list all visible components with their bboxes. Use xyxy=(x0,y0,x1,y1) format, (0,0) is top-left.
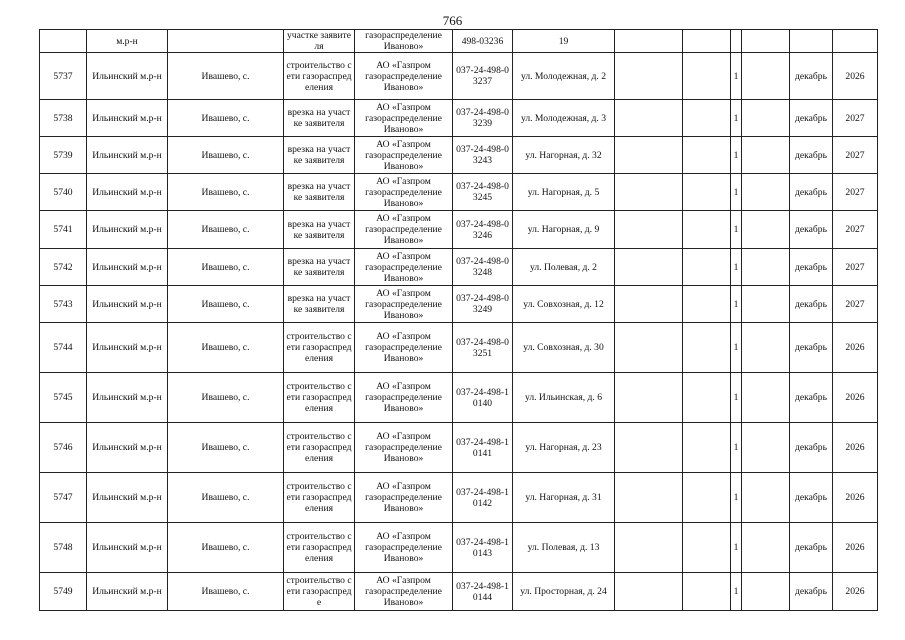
table-row xyxy=(40,523,878,573)
registry-table xyxy=(39,29,878,611)
year-cell: 2027 xyxy=(833,137,878,174)
month-cell: декабрь xyxy=(790,174,833,211)
table-row xyxy=(40,373,878,423)
application-code-cell: 037-24-498-03251 xyxy=(453,323,513,373)
table-row xyxy=(40,423,878,473)
empty-cell xyxy=(683,249,731,286)
organization-cell: АО «Газпром газораспределение Иваново» xyxy=(355,573,453,611)
year-cell: 2026 xyxy=(833,53,878,100)
work-type-cell: строительство сети газораспределения xyxy=(284,373,355,423)
district-cell: Ильинский м.р-н xyxy=(87,211,168,249)
application-code-cell: 498-03236 xyxy=(453,30,513,53)
empty-cell xyxy=(615,573,683,611)
quantity-cell: 1 xyxy=(731,573,742,611)
district-cell: Ильинский м.р-н xyxy=(87,286,168,323)
district-cell: Ильинский м.р-н xyxy=(87,249,168,286)
empty-cell xyxy=(615,30,683,53)
row-number-cell: 5741 xyxy=(40,211,87,249)
application-code-cell: 037-24-498-10142 xyxy=(453,473,513,523)
year-cell: 2027 xyxy=(833,286,878,323)
empty-cell xyxy=(742,137,790,174)
empty-cell xyxy=(683,30,731,53)
empty-cell xyxy=(742,174,790,211)
table-row xyxy=(40,286,878,323)
year-cell: 2026 xyxy=(833,423,878,473)
page-number: 766 xyxy=(442,13,463,28)
empty-cell xyxy=(742,100,790,137)
month-cell: декабрь xyxy=(790,373,833,423)
empty-cell xyxy=(683,286,731,323)
empty-cell xyxy=(615,53,683,100)
year-cell: 2027 xyxy=(833,211,878,249)
organization-cell: АО «Газпром газораспределение Иваново» xyxy=(355,174,453,211)
quantity-cell: 1 xyxy=(731,137,742,174)
settlement-cell: Ивашево, с. xyxy=(168,286,284,323)
empty-cell xyxy=(615,373,683,423)
empty-cell xyxy=(615,323,683,373)
row-number-cell: 5738 xyxy=(40,100,87,137)
empty-cell xyxy=(615,249,683,286)
district-cell: Ильинский м.р-н xyxy=(87,473,168,523)
settlement-cell: Ивашево, с. xyxy=(168,423,284,473)
month-cell: декабрь xyxy=(790,286,833,323)
work-type-cell: врезка на участке заявителя xyxy=(284,100,355,137)
organization-cell: АО «Газпром газораспределение Иваново» xyxy=(355,323,453,373)
year-cell: 2027 xyxy=(833,174,878,211)
empty-cell xyxy=(742,211,790,249)
table-row xyxy=(40,174,878,211)
district-cell: Ильинский м.р-н xyxy=(87,174,168,211)
table-row xyxy=(40,323,878,373)
quantity-cell: 1 xyxy=(731,373,742,423)
empty-cell xyxy=(742,53,790,100)
organization-cell: АО «Газпром газораспределение Иваново» xyxy=(355,286,453,323)
application-code-cell: 037-24-498-10143 xyxy=(453,523,513,573)
row-number-cell: 5742 xyxy=(40,249,87,286)
year-cell: 2026 xyxy=(833,373,878,423)
month-cell: декабрь xyxy=(790,249,833,286)
address-cell: 19 xyxy=(513,30,615,53)
address-cell: ул. Молодежная, д. 3 xyxy=(513,100,615,137)
organization-cell: АО «Газпром газораспределение Иваново» xyxy=(355,137,453,174)
empty-cell xyxy=(615,137,683,174)
table-row xyxy=(40,137,878,174)
application-code-cell: 037-24-498-03237 xyxy=(453,53,513,100)
address-cell: ул. Совхозная, д. 30 xyxy=(513,323,615,373)
address-cell: ул. Нагорная, д. 9 xyxy=(513,211,615,249)
settlement-cell: Ивашево, с. xyxy=(168,100,284,137)
row-number-cell: 5746 xyxy=(40,423,87,473)
row-number-cell: 5748 xyxy=(40,523,87,573)
quantity-cell: 1 xyxy=(731,423,742,473)
settlement-cell: Ивашево, с. xyxy=(168,53,284,100)
district-cell: Ильинский м.р-н xyxy=(87,53,168,100)
application-code-cell: 037-24-498-03239 xyxy=(453,100,513,137)
work-type-cell: врезка на участке заявителя xyxy=(284,174,355,211)
registry-body xyxy=(40,30,878,611)
settlement-cell xyxy=(168,30,284,53)
district-cell: м.р-н xyxy=(87,30,168,53)
quantity-cell: 1 xyxy=(731,286,742,323)
address-cell: ул. Просторная, д. 24 xyxy=(513,573,615,611)
address-cell: ул. Ильинская, д. 6 xyxy=(513,373,615,423)
organization-cell: АО «Газпром газораспределение Иваново» xyxy=(355,523,453,573)
row-number-cell xyxy=(40,30,87,53)
organization-cell: АО «Газпром газораспределение Иваново» xyxy=(355,211,453,249)
application-code-cell: 037-24-498-03246 xyxy=(453,211,513,249)
empty-cell xyxy=(742,30,790,53)
work-type-cell: строительство сети газораспределения xyxy=(284,523,355,573)
empty-cell xyxy=(683,211,731,249)
address-cell: ул. Полевая, д. 13 xyxy=(513,523,615,573)
work-type-cell: строительство сети газораспределения xyxy=(284,53,355,100)
application-code-cell: 037-24-498-03249 xyxy=(453,286,513,323)
empty-cell xyxy=(615,286,683,323)
table-row xyxy=(40,30,878,53)
month-cell: декабрь xyxy=(790,211,833,249)
settlement-cell: Ивашево, с. xyxy=(168,249,284,286)
empty-cell xyxy=(615,523,683,573)
empty-cell xyxy=(742,473,790,523)
organization-cell: АО «Газпром газораспределение Иваново» xyxy=(355,373,453,423)
year-cell: 2026 xyxy=(833,323,878,373)
work-type-cell: строительство сети газораспреде xyxy=(284,573,355,611)
settlement-cell: Ивашево, с. xyxy=(168,473,284,523)
address-cell: ул. Нагорная, д. 32 xyxy=(513,137,615,174)
year-cell: 2027 xyxy=(833,249,878,286)
empty-cell xyxy=(683,100,731,137)
table-row xyxy=(40,573,878,611)
settlement-cell: Ивашево, с. xyxy=(168,137,284,174)
quantity-cell: 1 xyxy=(731,211,742,249)
empty-cell xyxy=(742,249,790,286)
organization-cell: АО «Газпром газораспределение Иваново» xyxy=(355,53,453,100)
year-cell: 2026 xyxy=(833,523,878,573)
district-cell: Ильинский м.р-н xyxy=(87,137,168,174)
organization-cell: АО «Газпром газораспределение Иваново» xyxy=(355,423,453,473)
empty-cell xyxy=(615,473,683,523)
work-type-cell: врезка на участке заявителя xyxy=(284,211,355,249)
settlement-cell: Ивашево, с. xyxy=(168,573,284,611)
application-code-cell: 037-24-498-03248 xyxy=(453,249,513,286)
work-type-cell: строительство сети газораспределения xyxy=(284,423,355,473)
district-cell: Ильинский м.р-н xyxy=(87,323,168,373)
month-cell: декабрь xyxy=(790,53,833,100)
application-code-cell: 037-24-498-10144 xyxy=(453,573,513,611)
quantity-cell: 1 xyxy=(731,523,742,573)
row-number-cell: 5743 xyxy=(40,286,87,323)
empty-cell xyxy=(683,523,731,573)
row-number-cell: 5740 xyxy=(40,174,87,211)
settlement-cell: Ивашево, с. xyxy=(168,211,284,249)
district-cell: Ильинский м.р-н xyxy=(87,100,168,137)
year-cell xyxy=(833,30,878,53)
address-cell: ул. Молодежная, д. 2 xyxy=(513,53,615,100)
row-number-cell: 5745 xyxy=(40,373,87,423)
district-cell: Ильинский м.р-н xyxy=(87,523,168,573)
month-cell: декабрь xyxy=(790,573,833,611)
quantity-cell: 1 xyxy=(731,174,742,211)
table-row xyxy=(40,473,878,523)
empty-cell xyxy=(683,473,731,523)
work-type-cell: врезка на участке заявителя xyxy=(284,137,355,174)
empty-cell xyxy=(742,323,790,373)
table-row xyxy=(40,211,878,249)
settlement-cell: Ивашево, с. xyxy=(168,523,284,573)
empty-cell xyxy=(683,423,731,473)
work-type-cell: врезка на участке заявителя xyxy=(284,249,355,286)
table-row xyxy=(40,53,878,100)
address-cell: ул. Полевая, д. 2 xyxy=(513,249,615,286)
year-cell: 2027 xyxy=(833,100,878,137)
empty-cell xyxy=(683,53,731,100)
work-type-cell: участке заявителя xyxy=(284,30,355,53)
application-code-cell: 037-24-498-03245 xyxy=(453,174,513,211)
empty-cell xyxy=(615,174,683,211)
address-cell: ул. Совхозная, д. 12 xyxy=(513,286,615,323)
quantity-cell: 1 xyxy=(731,249,742,286)
empty-cell xyxy=(742,423,790,473)
organization-cell: АО «Газпром газораспределение Иваново» xyxy=(355,473,453,523)
empty-cell xyxy=(683,373,731,423)
row-number-cell: 5737 xyxy=(40,53,87,100)
empty-cell xyxy=(683,323,731,373)
work-type-cell: строительство сети газораспределения xyxy=(284,323,355,373)
month-cell: декабрь xyxy=(790,523,833,573)
row-number-cell: 5744 xyxy=(40,323,87,373)
quantity-cell xyxy=(731,30,742,53)
application-code-cell: 037-24-498-03243 xyxy=(453,137,513,174)
application-code-cell: 037-24-498-10141 xyxy=(453,423,513,473)
quantity-cell: 1 xyxy=(731,323,742,373)
quantity-cell: 1 xyxy=(731,473,742,523)
empty-cell xyxy=(742,573,790,611)
empty-cell xyxy=(615,423,683,473)
row-number-cell: 5739 xyxy=(40,137,87,174)
work-type-cell: врезка на участке заявителя xyxy=(284,286,355,323)
address-cell: ул. Нагорная, д. 31 xyxy=(513,473,615,523)
work-type-cell: строительство сети газораспределения xyxy=(284,473,355,523)
district-cell: Ильинский м.р-н xyxy=(87,373,168,423)
month-cell: декабрь xyxy=(790,137,833,174)
organization-cell: АО «Газпром газораспределение Иваново» xyxy=(355,100,453,137)
empty-cell xyxy=(742,523,790,573)
empty-cell xyxy=(615,100,683,137)
district-cell: Ильинский м.р-н xyxy=(87,573,168,611)
organization-cell: АО «Газпром газораспределение Иваново» xyxy=(355,249,453,286)
year-cell: 2026 xyxy=(833,573,878,611)
application-code-cell: 037-24-498-10140 xyxy=(453,373,513,423)
month-cell: декабрь xyxy=(790,323,833,373)
address-cell: ул. Нагорная, д. 5 xyxy=(513,174,615,211)
row-number-cell: 5749 xyxy=(40,573,87,611)
month-cell: декабрь xyxy=(790,423,833,473)
quantity-cell: 1 xyxy=(731,100,742,137)
quantity-cell: 1 xyxy=(731,53,742,100)
month-cell: декабрь xyxy=(790,473,833,523)
address-cell: ул. Нагорная, д. 23 xyxy=(513,423,615,473)
table-row xyxy=(40,249,878,286)
empty-cell xyxy=(742,373,790,423)
organization-cell: газораспределение Иваново» xyxy=(355,30,453,53)
empty-cell xyxy=(615,211,683,249)
empty-cell xyxy=(742,286,790,323)
district-cell: Ильинский м.р-н xyxy=(87,423,168,473)
settlement-cell: Ивашево, с. xyxy=(168,323,284,373)
month-cell: декабрь xyxy=(790,100,833,137)
empty-cell xyxy=(683,174,731,211)
year-cell: 2026 xyxy=(833,473,878,523)
table-row xyxy=(40,100,878,137)
settlement-cell: Ивашево, с. xyxy=(168,174,284,211)
empty-cell xyxy=(683,137,731,174)
month-cell xyxy=(790,30,833,53)
row-number-cell: 5747 xyxy=(40,473,87,523)
empty-cell xyxy=(683,573,731,611)
settlement-cell: Ивашево, с. xyxy=(168,373,284,423)
